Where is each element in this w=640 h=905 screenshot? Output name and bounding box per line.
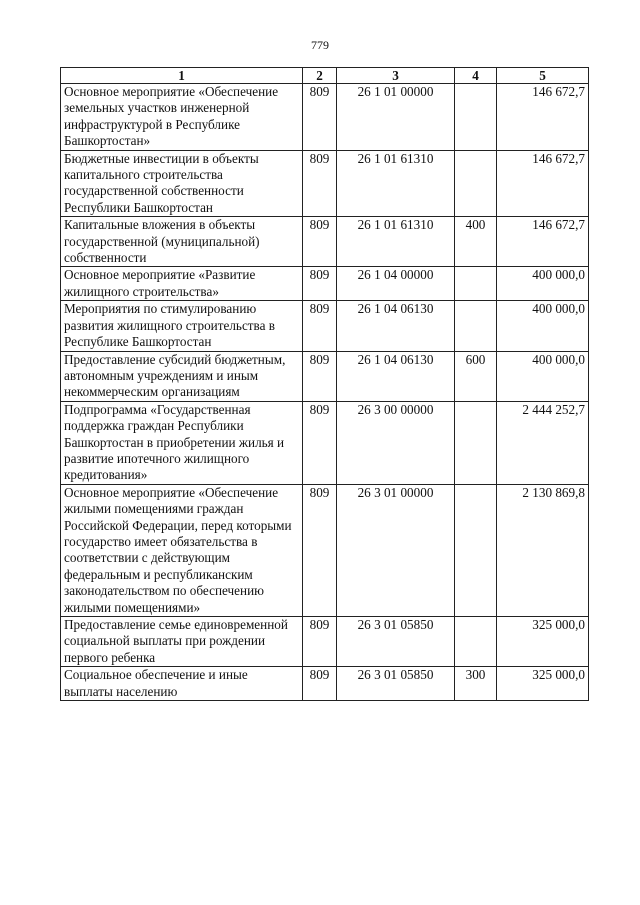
column-header-1: 1 [61,68,303,84]
row-amount-cell: 400 000,0 [497,301,589,351]
table-row [61,401,589,484]
row-name-cell: Мероприятия по стимулированию развития жилищного строительства в Республике Башкортостан [61,301,303,351]
row-amount-cell: 325 000,0 [497,617,589,667]
page-number: 779 [311,38,329,52]
row-code-cell: 809 [303,617,337,667]
row-code-cell: 809 [303,484,337,616]
row-code-cell: 809 [303,267,337,301]
row-code-cell: 809 [303,401,337,484]
row-csr-cell: 26 3 01 05850 [337,667,455,701]
budget-table [60,67,589,701]
row-csr-cell: 26 1 01 61310 [337,150,455,217]
table-row [61,301,589,351]
row-amount-cell: 2 130 869,8 [497,484,589,616]
row-vr-cell: 600 [455,351,497,401]
row-code-cell: 809 [303,351,337,401]
row-vr-cell [455,301,497,351]
row-code-cell: 809 [303,667,337,701]
row-amount-cell: 325 000,0 [497,667,589,701]
row-vr-cell [455,617,497,667]
column-header-2: 2 [303,68,337,84]
row-name-cell: Основное мероприятие «Обеспечение земельных участков инженерной инфраструктурой в Республике Башкортостан» [61,84,303,151]
table-row [61,267,589,301]
column-header-5: 5 [497,68,589,84]
row-name-cell: Социальное обеспечение и иные выплаты населению [61,667,303,701]
table-row [61,667,589,701]
row-vr-cell: 300 [455,667,497,701]
row-name-cell: Капитальные вложения в объекты государственной (муниципальной) собственности [61,217,303,267]
row-csr-cell: 26 3 01 00000 [337,484,455,616]
row-name-cell: Основное мероприятие «Обеспечение жилыми помещениями граждан Российской Федерации, перед которыми государство имеет обязательства в соответствии с действующим федеральным и республиканским законодательством по обеспечению жилыми помещениями» [61,484,303,616]
row-csr-cell: 26 3 01 05850 [337,617,455,667]
row-csr-cell: 26 1 04 00000 [337,267,455,301]
row-csr-cell: 26 3 00 00000 [337,401,455,484]
row-code-cell: 809 [303,217,337,267]
row-name-cell: Бюджетные инвестиции в объекты капитального строительства государственной собственности Республики Башкортостан [61,150,303,217]
row-vr-cell [455,267,497,301]
table-row [61,84,589,151]
row-csr-cell: 26 1 04 06130 [337,301,455,351]
row-name-cell: Предоставление субсидий бюджетным, автономным учреждениям и иным некоммерческим организациям [61,351,303,401]
row-csr-cell: 26 1 01 61310 [337,217,455,267]
row-vr-cell [455,401,497,484]
row-amount-cell: 146 672,7 [497,84,589,151]
table-row [61,484,589,616]
table-row [61,351,589,401]
column-header-3: 3 [337,68,455,84]
row-name-cell: Подпрограмма «Государственная поддержка граждан Республики Башкортостан в приобретении жилья и развитие ипотечного жилищного кредитования» [61,401,303,484]
row-vr-cell [455,484,497,616]
row-csr-cell: 26 1 04 06130 [337,351,455,401]
row-vr-cell [455,84,497,151]
header-row [61,68,589,84]
row-code-cell: 809 [303,301,337,351]
row-amount-cell: 400 000,0 [497,267,589,301]
table-row [61,217,589,267]
row-vr-cell [455,150,497,217]
row-amount-cell: 146 672,7 [497,150,589,217]
row-amount-cell: 400 000,0 [497,351,589,401]
row-code-cell: 809 [303,150,337,217]
row-name-cell: Предоставление семье единовременной социальной выплаты при рождении первого ребенка [61,617,303,667]
row-name-cell: Основное мероприятие «Развитие жилищного строительства» [61,267,303,301]
row-vr-cell: 400 [455,217,497,267]
row-csr-cell: 26 1 01 00000 [337,84,455,151]
row-amount-cell: 2 444 252,7 [497,401,589,484]
row-amount-cell: 146 672,7 [497,217,589,267]
column-header-4: 4 [455,68,497,84]
table-row [61,617,589,667]
table-row [61,150,589,217]
row-code-cell: 809 [303,84,337,151]
